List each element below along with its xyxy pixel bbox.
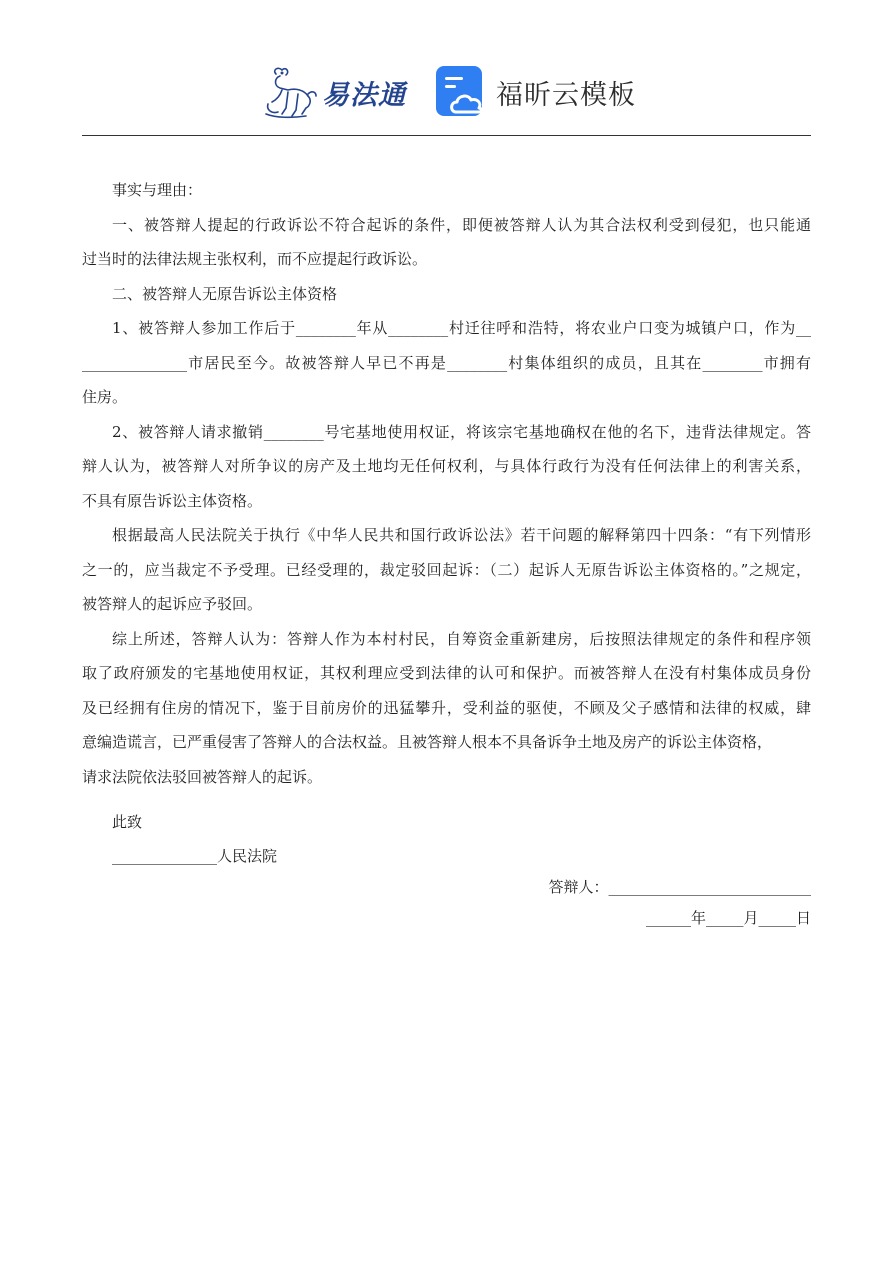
paragraph-line: 根据最高人民法院关于执行《中华人民共和国行政诉讼法》若干问题的解释第四十四条：“有下列情形 [112,526,811,544]
paragraph-line: 1、被答辩人参加工作后于________年从________村迁往呼和浩特，将农业户口变为城镇户口，作为__ [112,319,811,337]
paragraph-line: 取了政府颁发的宅基地使用权证，其权利理应受到法律的认可和保护。而被答辩人在没有村集体成员身份 [82,664,811,682]
qilin-icon [262,64,320,120]
paragraph-line: 2、被答辩人请求撤销________号宅基地使用权证，将该宗宅基地确权在他的名下，违背法律规定。答 [112,422,811,441]
paragraph-line: 辩人认为，被答辩人对所争议的房产及土地均无任何权利，与具体行政行为没有任何法律上的利害关系， [82,457,811,475]
paragraph-line: 一、被答辩人提起的行政诉讼不符合起诉的条件，即便被答辩人认为其合法权利受到侵犯，也只能通 [112,215,811,234]
respondent-signature: 答辩人：___________________________ [548,878,811,896]
page-header [0,60,893,124]
yifatong-logo-text: 易法通 [322,79,406,111]
header-divider [82,135,811,136]
document-body [82,173,811,794]
signature-date: ______年_____月_____日 [645,909,811,927]
paragraph-line: ______________市居民至今。故被答辩人早已不再是________村集体组织的成员，且其在________市拥有 [82,353,811,372]
fuxin-cloud-logo [436,65,636,119]
fuxin-cloud-logo-text: 福昕云模板 [496,79,636,111]
paragraph-line: 过当时的法律法规主张权利，而不应提起行政诉讼。 [82,250,428,268]
addressee-court: ______________人民法院 [112,847,278,865]
paragraph-line: 综上所述，答辩人认为：答辩人作为本村村民，自筹资金重新建房，后按照法律规定的条件和程序领 [112,629,811,648]
paragraph-line: 不具有原告诉讼主体资格。 [82,491,263,510]
yifatong-logo [262,64,406,120]
paragraph-line: 请求法院依法驳回被答辩人的起诉。 [82,767,323,786]
paragraph-line: 意编造谎言，已严重侵害了答辩人的合法权益。且被答辩人根本不具备诉争土地及房产的诉讼主体资格， [82,733,773,751]
paragraph-line: 之一的，应当裁定不予受理。已经受理的，裁定驳回起诉：（二）起诉人无原告诉讼主体资格的。”之规定， [82,560,811,579]
section-heading: 二、被答辩人无原告诉讼主体资格 [112,284,338,303]
salutation: 此致 [112,813,143,831]
section-heading: 事实与理由： [112,181,203,199]
paragraph-line: 住房。 [82,388,128,406]
paragraph-line: 被答辩人的起诉应予驳回。 [82,595,263,613]
document-cloud-icon [436,66,488,118]
paragraph-line: 及已经拥有住房的情况下，鉴于目前房价的迅猛攀升，受利益的驱使，不顾及父子感情和法律的权威，肆 [82,698,811,717]
